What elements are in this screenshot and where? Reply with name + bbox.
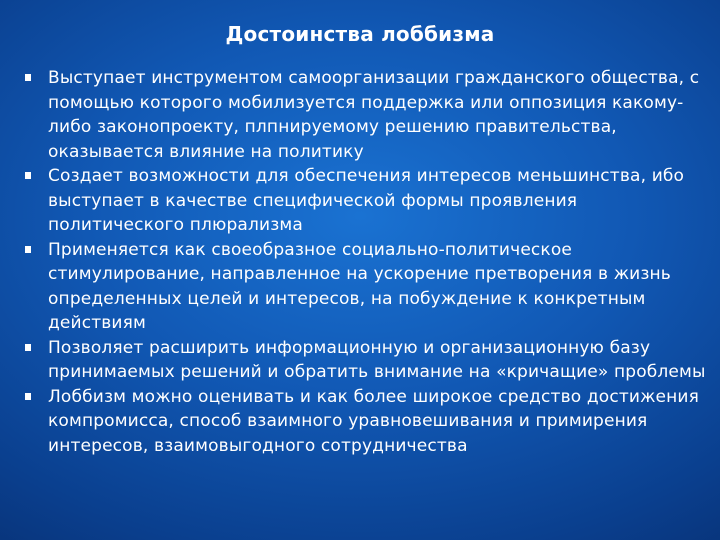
slide-title: Достоинства лоббизма [225, 22, 495, 46]
bullet-item [24, 336, 708, 385]
square-bullet-icon [25, 344, 31, 351]
bullet-item [24, 66, 708, 164]
bullet-text: Лоббизм можно оценивать и как более широкое средство достижения компромисса, способ взаимного уравновешивания и примирения интересов, взаимовыгодного сотрудничества [48, 386, 699, 456]
bullet-item [24, 238, 708, 336]
square-bullet-icon [25, 172, 31, 179]
square-bullet-icon [25, 393, 31, 400]
bullet-item [24, 164, 708, 238]
bullet-item [24, 385, 708, 459]
square-bullet-icon [25, 74, 31, 81]
bullet-text: Применяется как своеобразное социально-политическое стимулирование, направленное на ускорение претворения в жизнь определенных целей и интересов, на побуждение к конкретным действиям [48, 239, 671, 333]
square-bullet-icon [25, 246, 31, 253]
bullet-text: Позволяет расширить информационную и организационную базу принимаемых решений и обратить внимание на «кричащие» проблемы [48, 337, 706, 382]
bullet-text: Создает возможности для обеспечения интересов меньшинства, ибо выступает в качестве специфической формы проявления политического плюрализма [48, 166, 685, 235]
bullet-list [24, 66, 708, 458]
bullet-text: Выступает инструментом самоорганизации гражданского общества, с помощью которого мобилизуется поддержка или оппозиция какому-либо законопроекту, плпнируемому решению правительства, оказывается влияние на политику [48, 68, 700, 162]
